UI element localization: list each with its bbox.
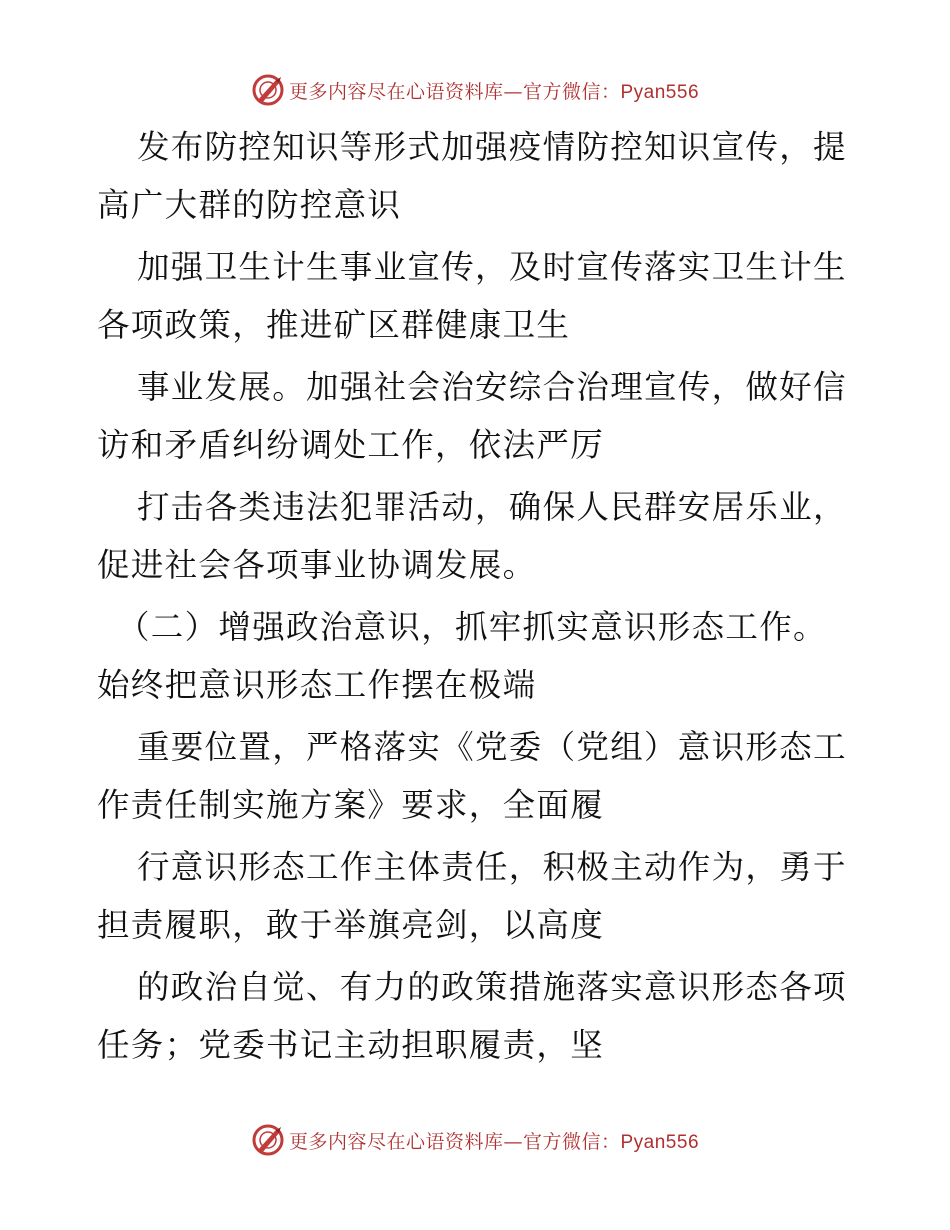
pen-logo-icon: [251, 73, 285, 107]
paragraph-line: 行意识形态工作主体责任，积极主动作为，勇于: [137, 848, 847, 886]
paragraph-line: 高广大群的防控意识: [97, 186, 402, 224]
pen-logo-icon: [251, 1123, 285, 1157]
paragraph-line: 访和矛盾纠纷调处工作，依法严厉: [97, 426, 605, 464]
watermark-text: 更多内容尽在心语资料库—官方微信：Pyan556: [288, 1130, 700, 1153]
document-body: [97, 118, 857, 1074]
paragraph-line: 各项政策，推进矿区群健康卫生: [97, 306, 571, 344]
paragraph-line: 担责履职，敢于举旗亮剑，以高度: [97, 906, 605, 944]
header-watermark: [0, 70, 950, 110]
paragraph-line: 促进社会各项事业协调发展。: [97, 546, 537, 584]
paragraph-line: 的政治自觉、有力的政策措施落实意识形态各项: [137, 968, 847, 1006]
paragraph-line: 加强卫生计生事业宣传，及时宣传落实卫生计生: [137, 248, 847, 286]
paragraph-line: 任务；党委书记主动担职履责，坚: [97, 1026, 605, 1064]
paragraph-line: 重要位置，严格落实《党委（党组）意识形态工: [137, 728, 847, 766]
watermark-text: 更多内容尽在心语资料库—官方微信：Pyan556: [288, 80, 700, 103]
watermark-id: Pyan556: [620, 1131, 700, 1153]
paragraph-line: 事业发展。加强社会治安综合治理宣传，做好信: [137, 368, 847, 406]
watermark-id: Pyan556: [620, 81, 700, 103]
footer-watermark: [0, 1120, 950, 1160]
paragraph-line: 作责任制实施方案》要求，全面履: [97, 786, 605, 824]
paragraph-line: 始终把意识形态工作摆在极端: [97, 666, 537, 704]
paragraph-line: （二）增强政治意识，抓牢抓实意识形态工作。: [117, 608, 827, 646]
paragraph-line: 打击各类违法犯罪活动，确保人民群安居乐业，: [137, 488, 847, 526]
paragraph-line: 发布防控知识等形式加强疫情防控知识宣传，提: [137, 128, 847, 166]
